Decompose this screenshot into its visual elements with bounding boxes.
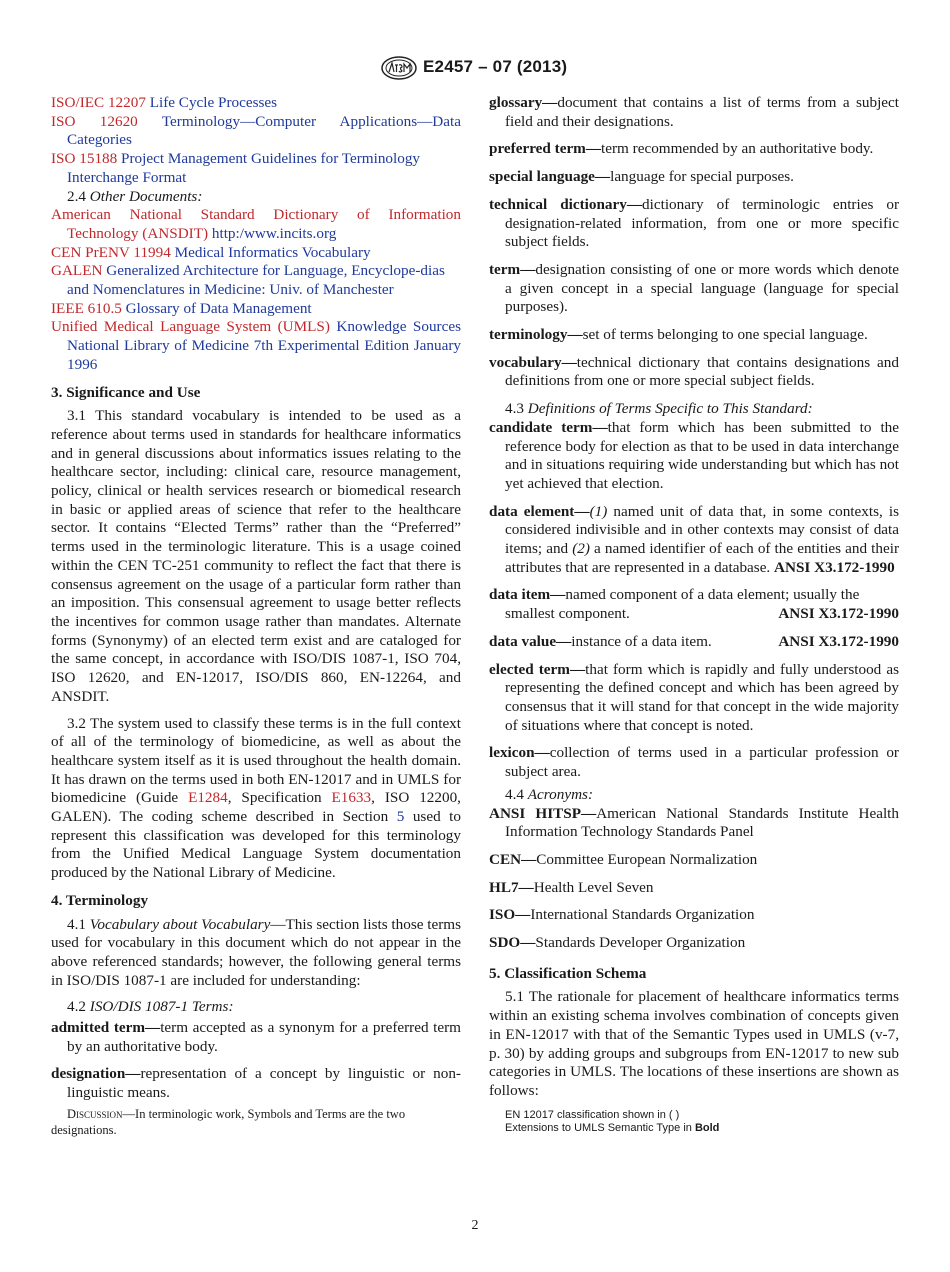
astm-logo-icon <box>381 56 417 80</box>
reference-link[interactable]: Generalized Architecture for Language, Encyclope-dias and Nomenclatures in Medicine: Univ. of Manchester <box>67 262 445 299</box>
subsection-heading: 4.4 Acronyms: <box>505 785 594 803</box>
acronym-entry: CEN—Committee European Normalization <box>489 850 758 868</box>
right-column <box>489 94 899 1135</box>
classification-note: Extensions to UMLS Semantic Type in Bold <box>505 1121 720 1134</box>
term-entry: elected term—that form which is rapidly and fully understood as representing the defined concept and which has been agreed by consensus that it will stand for that concept in the wide majority of situations where that concept is noted. <box>489 660 899 734</box>
reference-link[interactable]: Terminology—Computer Applications—Data Categories <box>67 112 461 149</box>
left-column <box>51 94 461 1138</box>
paragraph: 5.1 The rationale for placement of healthcare informatics terms within an existing schema involves combination of concepts given in EN-12017 with that of the Semantic Types used in UMLS (v-7, p. 30) by adding groups and subgroups from EN-12017 to new sub categories in UMLS. The locations of these insertions are shown as follows: <box>489 988 899 1099</box>
paragraph: 3.1 This standard vocabulary is intended to be used as a reference about terms used in standards for healthcare informatics and in general discussions about informatics issues relating to the healthcare sector, including: clinical care, resource management, policy, clinical or health services research or biomedical research in basic or applied areas of science that refer to the healthcare sector. It contains “Elected Terms” rather than the “Preferred” terms used in the terminologic literature. This is a usage coined within the CEN TC-251 community to reflect the fact that there is consensus agreement on the usage of a particular form rather than an imposition. This consensual agreement to usage better reflects the incentives for common usage rather than mandates. Alternate forms (Synonymy) of an elected term exist and are cataloged for the same concept, in accordance with ISO/DIS 1087-1, ISO 704, ISO 12620, and EN-12017, ISO/DIS 860, EN-12264, and ANSDIT. <box>51 407 461 705</box>
term-entry: data element—(1) named unit of data that, in some contexts, is considered indivisible and in other contexts may consist of data items; and (2) a named identifier of each of the entities and their attributes that are represented in a database. ANSI X3.172-1990 <box>489 502 899 576</box>
section-heading: 5. Classification Schema <box>489 964 647 982</box>
reference-item: IEEE 610.5 Glossary of Data Management <box>51 299 312 317</box>
term-entry: lexicon—collection of terms used in a particular profession or subject area. <box>489 744 899 781</box>
citation: ANSI X3.172-1990 <box>778 632 899 650</box>
term-entry: candidate term—that form which has been submitted to the reference body for election as that to be used in data interchange and in situations requiring wide understanding but which has not yet achieved that election. <box>489 418 899 492</box>
discussion-note: Discussion—In terminologic work, Symbols and Terms are the two designations. <box>51 1106 406 1137</box>
reference-link[interactable]: http:/www.incits.org <box>211 224 337 242</box>
term-entry: technical dictionary—dictionary of terminologic entries or designation-related information, from one or more specific subject fields. <box>489 195 899 251</box>
acronym-entry: SDO—Standards Developer Organization <box>489 934 746 952</box>
acronym-entry: ISO—International Standards Organization <box>489 906 755 924</box>
reference-link[interactable]: Medical Informatics Vocabulary <box>174 243 371 261</box>
term-entry: admitted term—term accepted as a synonym for a preferred term by an authoritative body. <box>51 1019 461 1055</box>
reference-item: American National Standard Dictionary of Information Technology (ANSDIT) http:/www.incits.org <box>51 206 461 242</box>
standard-link[interactable]: E1633 <box>331 789 372 807</box>
term-entry: data value—instance of a data item. ANSI X3.172-1990 <box>489 632 899 650</box>
citation: ANSI X3.172-1990 <box>778 605 899 623</box>
term-entry: preferred term—term recommended by an authoritative body. <box>489 140 874 158</box>
term-entry: terminology—set of terms belonging to one special language. <box>489 326 868 344</box>
acronym-entry: HL7—Health Level Seven <box>489 878 654 896</box>
reference-item: ISO/IEC 12207 Life Cycle Processes <box>51 94 278 111</box>
reference-item: ISO 15188 Project Management Guidelines for Terminology Interchange Format <box>51 150 421 186</box>
reference-item: CEN PrENV 11994 Medical Informatics Vocabulary <box>51 243 371 261</box>
reference-item: Unified Medical Language System (UMLS) Knowledge Sources National Library of Medicine 7th Experimental Edition January 1996 <box>51 318 461 373</box>
paragraph: 3.2 The system used to classify these terms is in the full context of all of the terminology of biomedicine, as well as about the healthcare system itself as it is used throughout the health domain. It has drawn on the terms used in both EN-12017 and in UMLS for biomedicine (Guide E1284, Specification E1633, ISO 12200, GALEN). The coding scheme described in Section 5 used to represent this classification was developed for this terminology from the Unified Medical Language System documentation produced by the National Library of Medicine. <box>51 714 461 882</box>
citation: ANSI X3.172-1990 <box>774 558 895 576</box>
classification-note: EN 12017 classification shown in ( ) <box>505 1108 680 1121</box>
reference-item: ISO 12620 Terminology—Computer Applications—Data Categories <box>51 112 461 149</box>
page-header <box>0 56 950 84</box>
reference-link[interactable]: Glossary of Data Management <box>125 299 312 317</box>
reference-item: GALEN Generalized Architecture for Language, Encyclope-dias and Nomenclatures in Medicine: Univ. of Manchester <box>51 262 445 299</box>
term-entry: special language—language for special purposes. <box>489 168 794 186</box>
term-entry: data item—named component of a data element; usually the smallest component. ANSI X3.172-1990 <box>489 586 899 623</box>
reference-link[interactable]: Project Management Guidelines for Terminology Interchange Format <box>67 150 421 186</box>
section-link[interactable]: 5 <box>396 808 405 826</box>
standard-designation: E2457 – 07 (2013) <box>423 57 568 76</box>
section-heading: 3. Significance and Use <box>51 383 201 401</box>
term-entry: term—designation consisting of one or more words which denote a given concept in a special language (language for special purposes). <box>489 260 899 316</box>
other-documents-heading: 2.4 Other Documents: <box>67 187 203 205</box>
page-number: 2 <box>471 1218 479 1233</box>
paragraph: 4.1 Vocabulary about Vocabulary—This section lists those terms used for vocabulary in this document which do not appear in the above referenced standards; however, the following general terms in ISO/DIS 1087-1 are included for understanding: <box>51 915 462 989</box>
acronym-entry: ANSI HITSP—American National Standards Institute Health Information Technology Standards Panel <box>489 804 900 841</box>
term-entry: glossary—document that contains a list of terms from a subject field and their designations. <box>489 94 899 130</box>
reference-link[interactable]: Knowledge Sources National Library of Medicine 7th Experimental Edition January 1996 <box>67 318 461 373</box>
subsection-heading: 4.2 ISO/DIS 1087-1 Terms: <box>67 998 234 1016</box>
standard-link[interactable]: E1284 <box>188 789 228 807</box>
subsection-heading: 4.3 Definitions of Terms Specific to This Standard: <box>505 400 813 418</box>
section-heading: 4. Terminology <box>51 891 149 909</box>
term-entry: designation—representation of a concept by linguistic or non-linguistic means. <box>51 1065 461 1102</box>
term-entry: vocabulary—technical dictionary that contains designations and definitions from one or more special subject fields. <box>489 353 899 390</box>
reference-link[interactable]: Life Cycle Processes <box>149 94 278 111</box>
